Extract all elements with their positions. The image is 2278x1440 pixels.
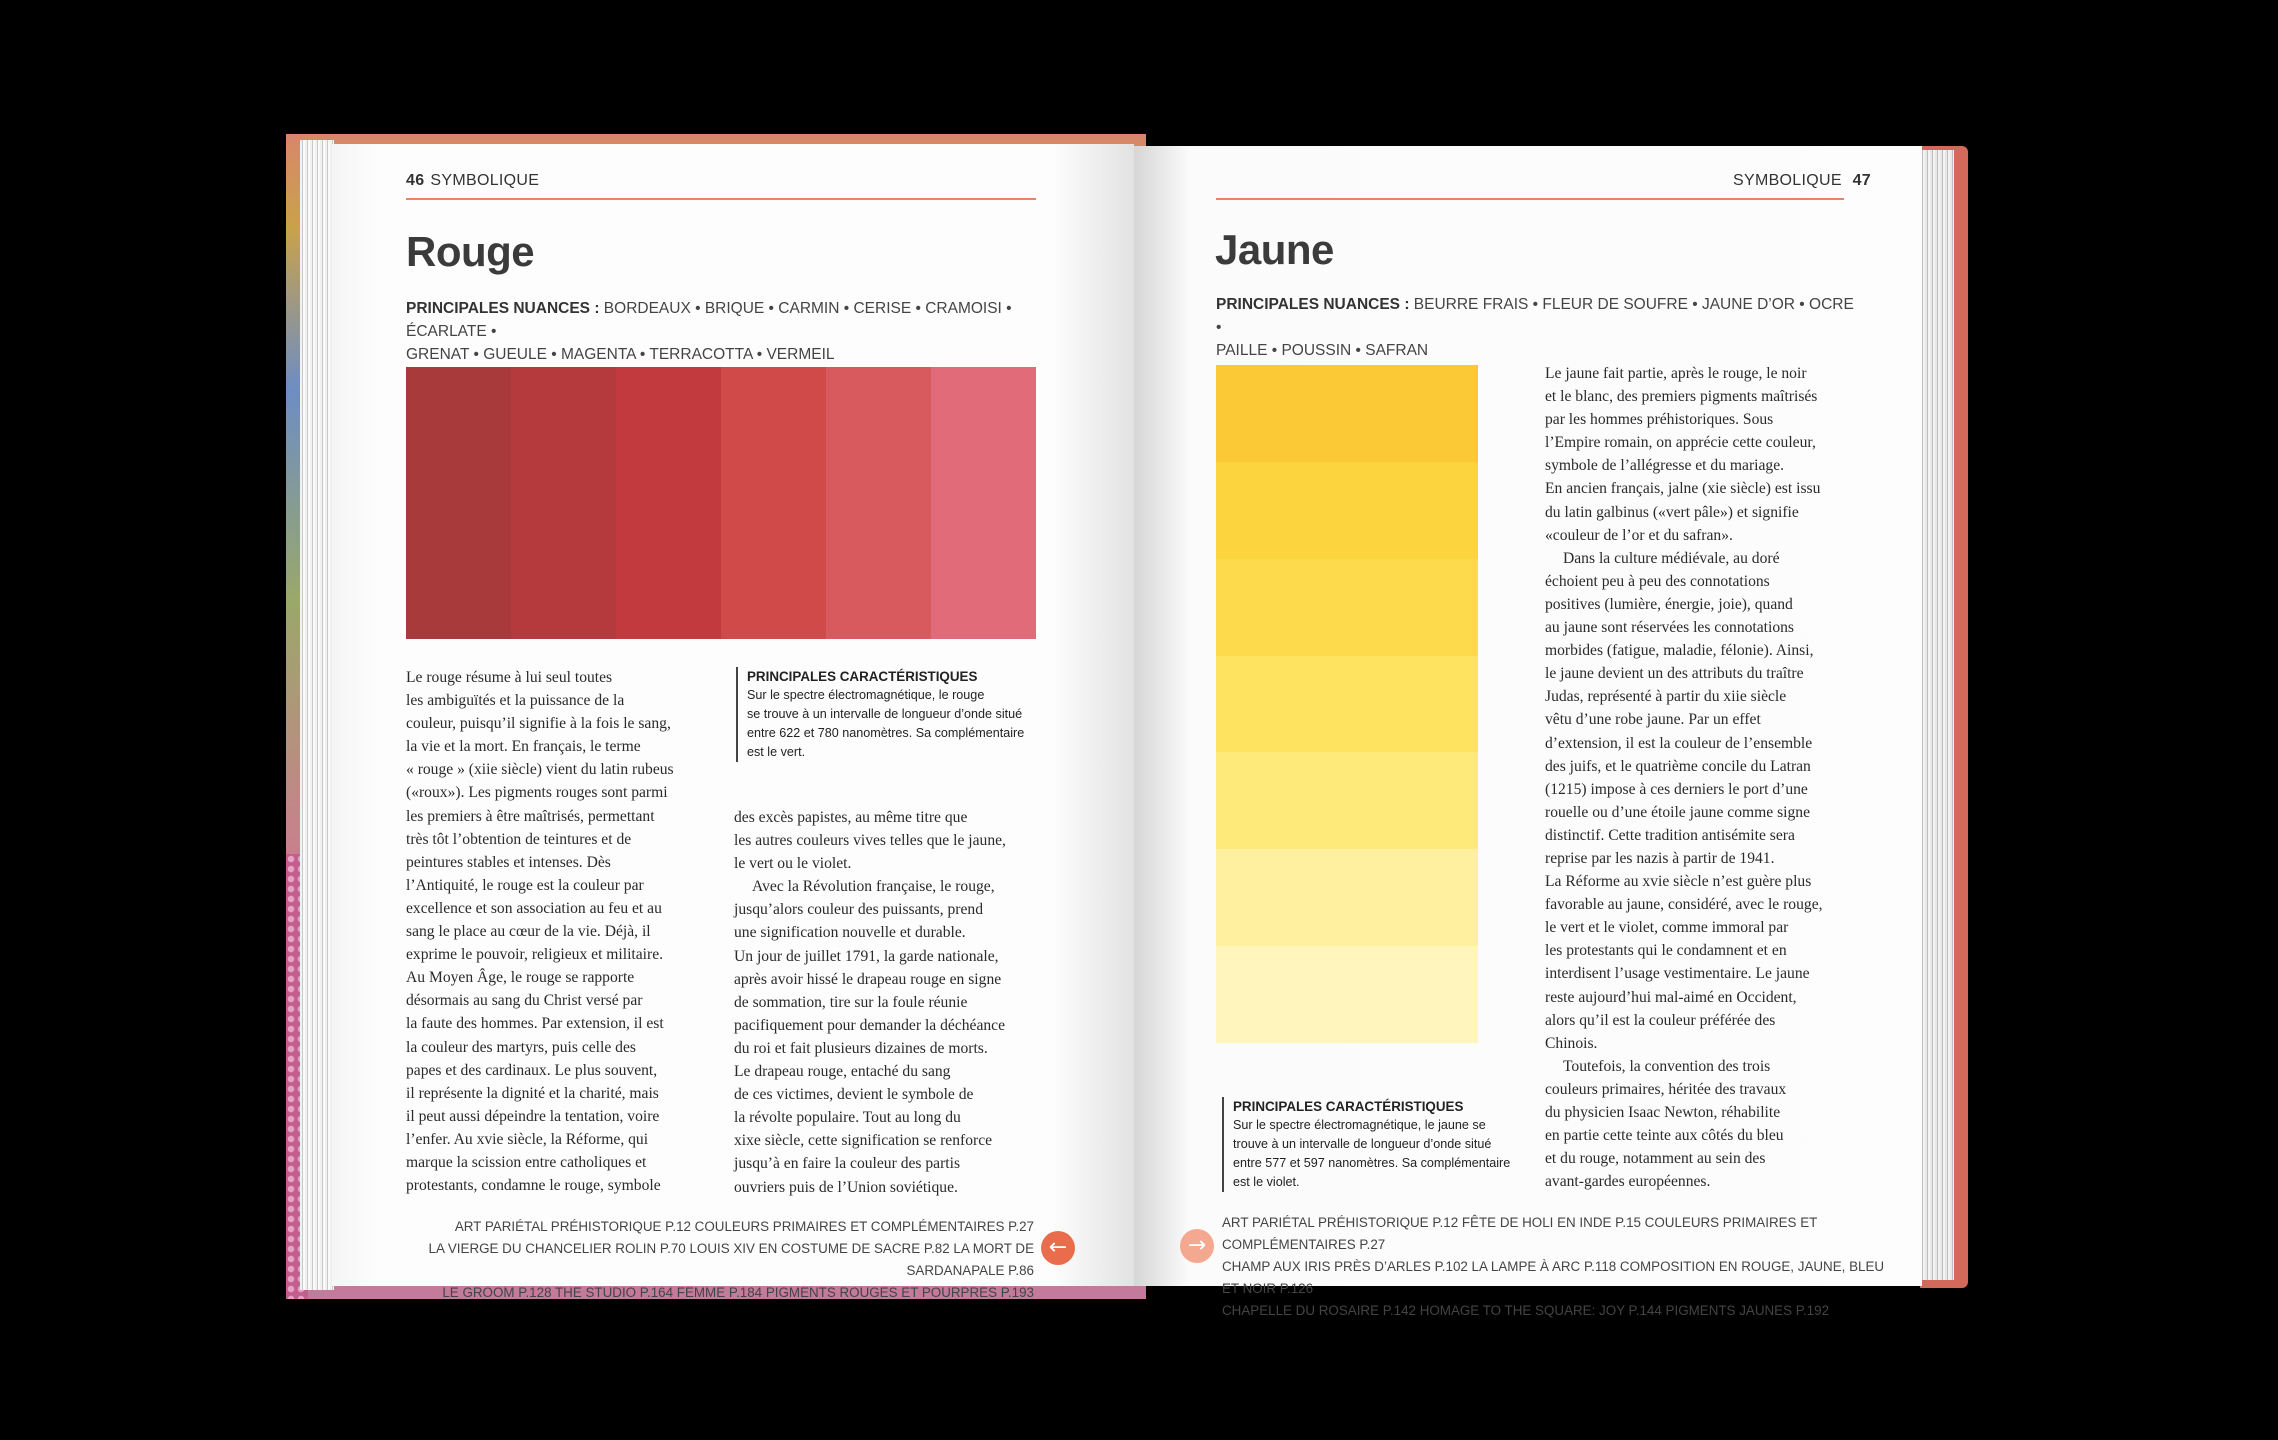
left-running-head bbox=[406, 172, 539, 190]
text-line: Sur le spectre électromagnétique, le rouge bbox=[747, 688, 985, 702]
jaune-swatch-2 bbox=[1216, 462, 1478, 559]
text-line: se trouve à un intervalle de longueur d’onde situé bbox=[747, 707, 1023, 721]
right-page-number: 47 bbox=[1852, 172, 1871, 189]
text-line: marque la scission entre catholiques et bbox=[406, 1153, 647, 1171]
text-line: En ancien français, jalne (xie siècle) est issu bbox=[1545, 480, 1821, 498]
jaune-swatch-4 bbox=[1216, 656, 1478, 753]
characteristics-title: PRINCIPALES CARACTÉRISTIQUES bbox=[747, 669, 978, 684]
reference-line[interactable]: ART PARIÉTAL PRÉHISTORIQUE P.12 COULEURS PRIMAIRES ET COMPLÉMENTAIRES P.27 bbox=[454, 1219, 1034, 1234]
text-line: il peut aussi dépeindre la tentation, voire bbox=[406, 1107, 660, 1125]
text-line: échoient peu à peu des connotations bbox=[1545, 572, 1770, 590]
text-line: le vert et le violet, comme immoral par bbox=[1545, 919, 1789, 937]
rouge-swatch-1 bbox=[406, 367, 511, 639]
text-line: « rouge » (xiie siècle) vient du latin rubeus bbox=[406, 761, 674, 779]
nuances-line-1: BEURRE FRAIS • FLEUR DE SOUFRE • JAUNE D’OR • OCRE • bbox=[1216, 296, 1854, 336]
text-line: Au Moyen Âge, le rouge se rapporte bbox=[406, 969, 635, 987]
text-line: par les hommes préhistoriques. Sous bbox=[1545, 411, 1774, 429]
text-line: de sommation, tire sur la foule réunie bbox=[734, 993, 968, 1011]
reference-line[interactable]: LA VIERGE DU CHANCELIER ROLIN P.70 LOUIS XIV EN COSTUME DE SACRE P.82 LA MORT DE SARDANAPALE P.86 bbox=[428, 1241, 1034, 1278]
text-line: les autres couleurs vives telles que le jaune, bbox=[734, 832, 1006, 850]
rouge-swatch-2 bbox=[511, 367, 616, 639]
reference-line[interactable]: CHAPELLE DU ROSAIRE P.142 HOMAGE TO THE SQUARE: JOY P.144 PIGMENTS JAUNES P.192 bbox=[1222, 1303, 1830, 1318]
characteristics-text bbox=[1233, 1116, 1542, 1192]
text-line: sang le place au cœur de la vie. Déjà, il bbox=[406, 923, 651, 941]
text-line: Le rouge résume à lui seul toutes bbox=[406, 669, 613, 686]
right-head-rule bbox=[1216, 198, 1844, 200]
text-line: les ambiguïtés et la puissance de la bbox=[406, 692, 625, 710]
reference-line[interactable]: ART PARIÉTAL PRÉHISTORIQUE P.12 FÊTE DE HOLI EN INDE P.15 COULEURS PRIMAIRES ET COMPLÉMENTAIRES P.27 bbox=[1222, 1215, 1818, 1252]
text-line: l’Empire romain, on apprécie cette couleur, bbox=[1545, 434, 1816, 452]
text-line: l’enfer. Au xvie siècle, la Réforme, qui bbox=[406, 1130, 649, 1148]
rouge-swatch-5 bbox=[826, 367, 931, 639]
text-line: désormais au sang du Christ versé par bbox=[406, 992, 643, 1010]
text-line: morbides (fatigue, maladie, félonie). Ainsi, bbox=[1545, 642, 1814, 660]
text-line: après avoir hissé le drapeau rouge en signe bbox=[734, 970, 1002, 988]
jaune-title: Jaune bbox=[1215, 226, 1334, 273]
text-line: exprime le pouvoir, religieux et militaire. bbox=[406, 946, 664, 964]
text-line: Sur le spectre électromagnétique, le jaune se bbox=[1233, 1118, 1486, 1132]
characteristics-text bbox=[747, 686, 1036, 762]
text-line: des juifs, et le quatrième concile du Latran bbox=[1545, 757, 1811, 775]
text-line: Le jaune fait partie, après le rouge, le noir bbox=[1545, 365, 1807, 382]
reference-line[interactable]: LE GROOM P.128 THE STUDIO P.164 FEMME P.184 PIGMENTS ROUGES ET POURPRES P.193 bbox=[442, 1285, 1034, 1300]
right-section: SYMBOLIQUE bbox=[1733, 172, 1842, 189]
text-line: du latin galbinus («vert pâle») et signifie bbox=[1545, 503, 1799, 521]
text-line: pacifiquement pour demander la déchéance bbox=[734, 1016, 1006, 1034]
previous-arrow-icon[interactable]: ← bbox=[1041, 1231, 1075, 1265]
page-edges-left bbox=[300, 140, 334, 1290]
text-line: du physicien Isaac Newton, réhabilite bbox=[1545, 1104, 1781, 1121]
text-line: rouelle ou d’une étoile jaune comme signe bbox=[1545, 803, 1811, 821]
left-page-number: 46 bbox=[406, 172, 425, 189]
text-line: l’Antiquité, le rouge est la couleur par bbox=[406, 876, 644, 894]
text-line: alors qu’il est la couleur préférée des bbox=[1545, 1011, 1776, 1029]
text-line: (1215) impose à ces derniers le port d’une bbox=[1545, 780, 1808, 798]
nuances-line-2: GRENAT • GUEULE • MAGENTA • TERRACOTTA • VERMEIL bbox=[406, 346, 835, 363]
text-line: entre 622 et 780 nanomètres. Sa complémentaire bbox=[747, 726, 1025, 740]
nuances-line-1: BORDEAUX • BRIQUE • CARMIN • CERISE • CRAMOISI • ÉCARLATE • bbox=[406, 300, 1012, 340]
text-line: il représente la dignité et la charité, mais bbox=[406, 1084, 659, 1102]
jaune-nuances bbox=[1216, 293, 1856, 362]
text-line: xixe siècle, cette signification se renforce bbox=[734, 1132, 993, 1150]
text-line: en partie cette teinte aux côtés du bleu bbox=[1545, 1127, 1784, 1145]
text-line: avant-gardes européennes. bbox=[1545, 1173, 1711, 1191]
text-line: Toutefois, la convention des trois bbox=[1563, 1057, 1771, 1075]
text-line: ouvriers puis de l’Union soviétique. bbox=[734, 1178, 958, 1196]
text-line: Avec la Révolution française, le rouge, bbox=[752, 878, 995, 896]
text-line: d’extension, il est la couleur de l’ensemble bbox=[1545, 734, 1813, 752]
text-line: vêtu d’une robe jaune. Par un effet bbox=[1545, 711, 1761, 729]
text-line: des excès papistes, au même titre que bbox=[734, 809, 968, 826]
text-line: la couleur des martyrs, puis celle des bbox=[406, 1038, 636, 1056]
text-line: et le blanc, des premiers pigments maîtrisés bbox=[1545, 388, 1818, 406]
text-line: reste aujourd’hui mal-aimé en Occident, bbox=[1545, 988, 1797, 1006]
text-line: («roux»). Les pigments rouges sont parmi bbox=[406, 784, 668, 802]
text-line: les premiers à être maîtrisés, permettant bbox=[406, 807, 655, 825]
rouge-swatch-6 bbox=[931, 367, 1036, 639]
text-line: très tôt l’obtention de teintures et de bbox=[406, 830, 632, 848]
text-line: jusqu’alors couleur des puissants, prend bbox=[734, 901, 984, 919]
text-line: «couleur de l’or et du safran». bbox=[1545, 526, 1733, 544]
text-line: les protestants qui le condamnent et en bbox=[1545, 942, 1787, 960]
left-head-rule bbox=[406, 198, 1036, 200]
text-line: Le drapeau rouge, entaché du sang bbox=[734, 1063, 951, 1081]
jaune-swatch-7 bbox=[1216, 946, 1478, 1043]
text-line: Judas, représenté à partir du xiie siècle bbox=[1545, 688, 1787, 706]
nuances-label: PRINCIPALES NUANCES : bbox=[1216, 296, 1410, 313]
jaune-text-column bbox=[1545, 362, 1865, 1193]
next-arrow-icon[interactable]: → bbox=[1180, 1229, 1214, 1263]
text-line: une signification nouvelle et durable. bbox=[734, 924, 966, 942]
jaune-swatch-6 bbox=[1216, 849, 1478, 946]
text-line: du roi et fait plusieurs dizaines de morts. bbox=[734, 1039, 988, 1057]
text-line: Chinois. bbox=[1545, 1034, 1598, 1052]
jaune-swatch-5 bbox=[1216, 752, 1478, 849]
jaune-swatch-1 bbox=[1216, 365, 1478, 462]
text-line: entre 577 et 597 nanomètres. Sa complémentaire bbox=[1233, 1156, 1511, 1170]
nuances-label: PRINCIPALES NUANCES : bbox=[406, 300, 600, 317]
characteristics-title: PRINCIPALES CARACTÉRISTIQUES bbox=[1233, 1099, 1464, 1114]
jaune-swatch-3 bbox=[1216, 559, 1478, 656]
text-line: la révolte populaire. Tout au long du bbox=[734, 1109, 961, 1127]
right-running-head bbox=[1733, 172, 1871, 190]
jaune-cross-references bbox=[1222, 1212, 1902, 1322]
text-line: Un jour de juillet 1791, la garde nationale, bbox=[734, 947, 999, 965]
text-line: Dans la culture médiévale, au doré bbox=[1563, 549, 1780, 567]
text-line: positives (lumière, énergie, joie), quand bbox=[1545, 595, 1793, 613]
text-line: papes et des cardinaux. Le plus souvent, bbox=[406, 1061, 658, 1079]
text-line: le vert ou le violet. bbox=[734, 855, 852, 873]
text-line: trouve à un intervalle de longueur d’onde situé bbox=[1233, 1137, 1492, 1151]
rouge-text-column-1 bbox=[406, 666, 706, 1197]
text-line: reprise par les nazis à partir de 1941. bbox=[1545, 849, 1775, 867]
rouge-characteristics-box bbox=[736, 667, 1036, 762]
text-line: peintures stables et intenses. Dès bbox=[406, 853, 611, 871]
text-line: excellence et son association au feu et au bbox=[406, 899, 662, 917]
text-line: est le vert. bbox=[747, 745, 806, 759]
rouge-text-column-2 bbox=[734, 806, 1044, 1199]
text-line: de ces victimes, devient le symbole de bbox=[734, 1086, 974, 1104]
jaune-characteristics-box bbox=[1222, 1097, 1542, 1192]
rouge-cross-references bbox=[334, 1216, 1034, 1304]
text-line: symbole de l’allégresse et du mariage. bbox=[1545, 457, 1785, 475]
left-section: SYMBOLIQUE bbox=[430, 172, 540, 189]
text-line: la vie et la mort. En français, le terme bbox=[406, 738, 641, 756]
rouge-nuances bbox=[406, 297, 1056, 366]
text-line: la faute des hommes. Par extension, il est bbox=[406, 1015, 664, 1033]
nuances-line-2: PAILLE • POUSSIN • SAFRAN bbox=[1216, 342, 1429, 359]
text-line: interdisent l’usage vestimentaire. Le jaune bbox=[1545, 965, 1810, 983]
rouge-swatch-band bbox=[406, 367, 1036, 639]
text-line: protestants, condamne le rouge, symbole bbox=[406, 1177, 661, 1195]
page-edges-right bbox=[1920, 150, 1954, 1280]
text-line: distinctif. Cette tradition antisémite sera bbox=[1545, 826, 1795, 844]
text-line: est le violet. bbox=[1233, 1175, 1300, 1189]
rouge-title: Rouge bbox=[406, 228, 535, 275]
text-line: couleur, puisqu’il signifie à la fois le sang, bbox=[406, 715, 671, 733]
reference-line[interactable]: CHAMP AUX IRIS PRÈS D’ARLES P.102 LA LAMPE À ARC P.118 COMPOSITION EN ROUGE, JAUNE, BLEU ET NOIR P.126 bbox=[1222, 1259, 1885, 1296]
jaune-swatch-column bbox=[1216, 365, 1478, 1043]
rouge-swatch-3 bbox=[616, 367, 721, 639]
text-line: le jaune devient un des attributs du traître bbox=[1545, 665, 1804, 683]
text-line: La Réforme au xvie siècle n’est guère plus bbox=[1545, 873, 1812, 891]
text-line: au jaune sont réservées les connotations bbox=[1545, 619, 1794, 637]
text-line: favorable au jaune, considéré, avec le rouge, bbox=[1545, 896, 1823, 914]
text-line: et du rouge, notamment au sein des bbox=[1545, 1150, 1766, 1168]
rouge-swatch-4 bbox=[721, 367, 826, 639]
text-line: couleurs primaires, héritée des travaux bbox=[1545, 1080, 1787, 1098]
text-line: jusqu’à en faire la couleur des partis bbox=[734, 1155, 961, 1173]
